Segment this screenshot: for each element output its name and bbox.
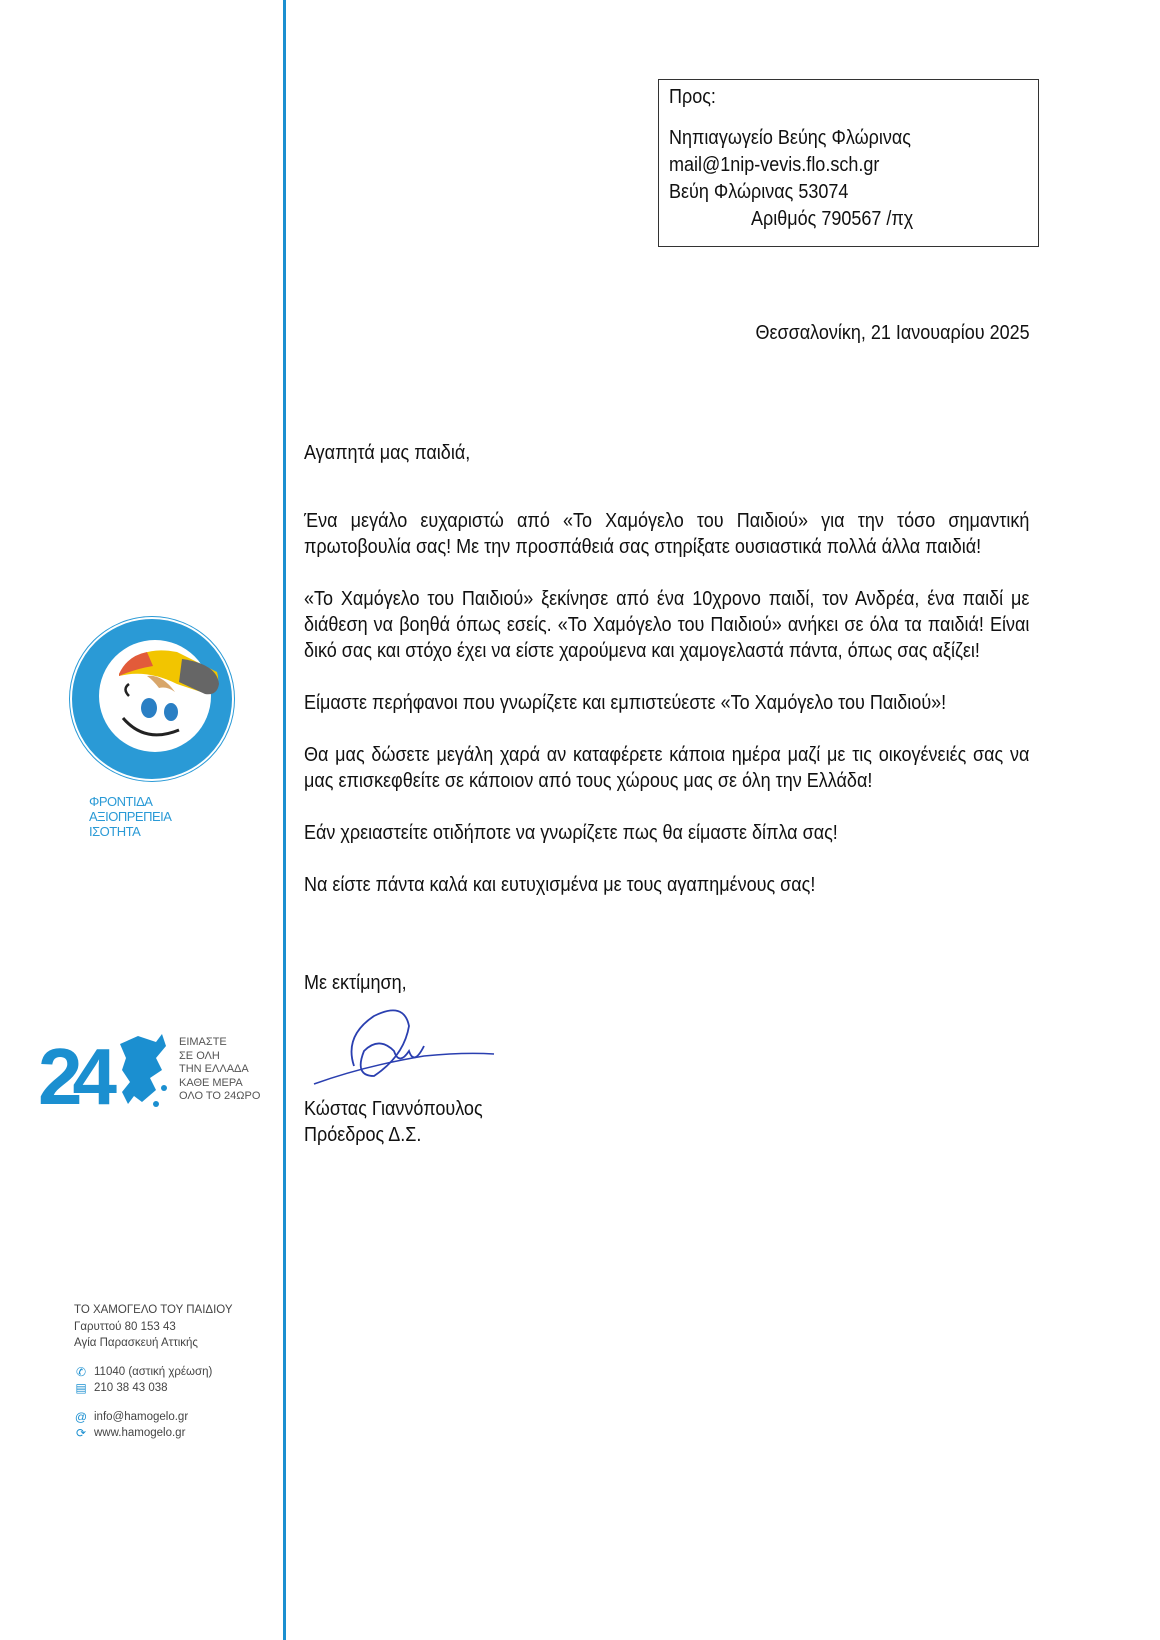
badge-line: ΣΕ ΟΛΗ [179,1049,220,1062]
badge-line: ΚΑΘΕ ΜΕΡΑ [179,1076,243,1089]
letter-date: Θεσσαλονίκη, 21 Ιανουαρίου 2025 [755,322,1030,344]
fax-number: 210 38 43 038 [94,1382,168,1394]
paragraph: Να είστε πάντα καλά και ευτυχισμένα με τους αγαπημένους σας! [304,874,816,896]
phone-number: 11040 (αστική χρέωση) [94,1365,213,1378]
paragraph: Είμαστε περήφανοι που γνωρίζετε και εμπιστεύεστε «Το Χαμόγελο του Παιδιού»! [304,692,947,714]
value-dignity: ΑΞΙΟΠΡΕΠΕΙΑ [89,809,172,824]
signature-block [304,970,504,1148]
greeting: Αγαπητά μας παιδιά, [304,442,471,464]
contact-block [74,1302,233,1442]
email-icon: @ [74,1409,88,1424]
email-link[interactable]: info@hamogelo.gr [94,1410,189,1423]
values-list [89,794,171,839]
reference-number: Αριθμός 790567 /πχ [751,208,914,230]
badge-24-greece-map [38,1030,173,1110]
paragraph: «Το Χαμόγελο του Παιδιού» ξεκίνησε από ένα 10χρονο παιδί, τον Ανδρέα, ένα παιδί με διάθεση να βοηθά όπως εσείς. «Το Χαμόγελο του Παιδιού» ανήκει σε όλα τα παιδιά! Είναι δικό σας και στόχο έχει να είστε χαρούμενα και χαμογελαστά πάντα, όπως σας αξίζει! [304,588,1030,662]
badge-24-text [179,1036,260,1104]
svg-text:24: 24 [38,1032,107,1110]
signatory-title: Πρόεδρος Δ.Σ. [304,1124,422,1146]
fax-icon: ▤ [75,1381,87,1395]
badge-line: ΕΙΜΑΣΤΕ [179,1036,227,1048]
recipient-email: mail@1nip-vevis.flo.sch.gr [669,154,880,176]
paragraph: Θα μας δώσετε μεγάλη χαρά αν καταφέρετε κάποια ημέρα μαζί με τις οικογένειές σας να μας επισκεφθείτε σε κάποιον από τους χώρους μας σε όλη την Ελλάδα! [304,744,1030,792]
website-link[interactable]: www.hamogelo.gr [94,1427,186,1439]
letter-body [304,440,1029,924]
closing: Με εκτίμηση, [304,972,407,994]
paragraph: Εάν χρειαστείτε οτιδήποτε να γνωρίζετε πως θα είμαστε δίπλα σας! [304,822,838,844]
paragraph: Ένα μεγάλο ευχαριστώ από «Το Χαμόγελο του Παιδιού» για την τόσο σημαντική πρωτοβουλία σας! Με την προσπάθειά σας στηρίξατε ουσιαστικά πολλά άλλα παιδιά! [304,510,1030,558]
address-line: Γαρυττού 80 153 43 [74,1320,176,1333]
org-name: ΤΟ ΧΑΜΟΓΕΛΟ ΤΟΥ ΠΑΙΔΙΟΥ [74,1304,233,1316]
hamogelo-logo [67,614,237,784]
address-line: Αγία Παρασκευή Αττικής [74,1337,198,1349]
badge-line: ΤΗΝ ΕΛΛΑΔΑ [179,1063,249,1075]
recipient-label: Προς: [669,86,716,108]
badge-line: ΟΛΟ ΤΟ 24ΩΡΟ [179,1090,261,1102]
web-icon: ⟳ [75,1426,87,1440]
margin-rule [283,0,286,1640]
phone-icon: ✆ [75,1364,87,1379]
recipient-box [658,79,1039,247]
value-care: ΦΡΟΝΤΙΔΑ [89,794,153,809]
recipient-address: Βεύη Φλώρινας 53074 [669,181,849,203]
value-equality: ΙΣΟΤΗΤΑ [89,824,141,839]
recipient-name: Νηπιαγωγείο Βεύης Φλώρινας [669,127,911,149]
signatory-name: Κώστας Γιαννόπουλος [304,1098,483,1120]
handwritten-signature [304,996,504,1096]
